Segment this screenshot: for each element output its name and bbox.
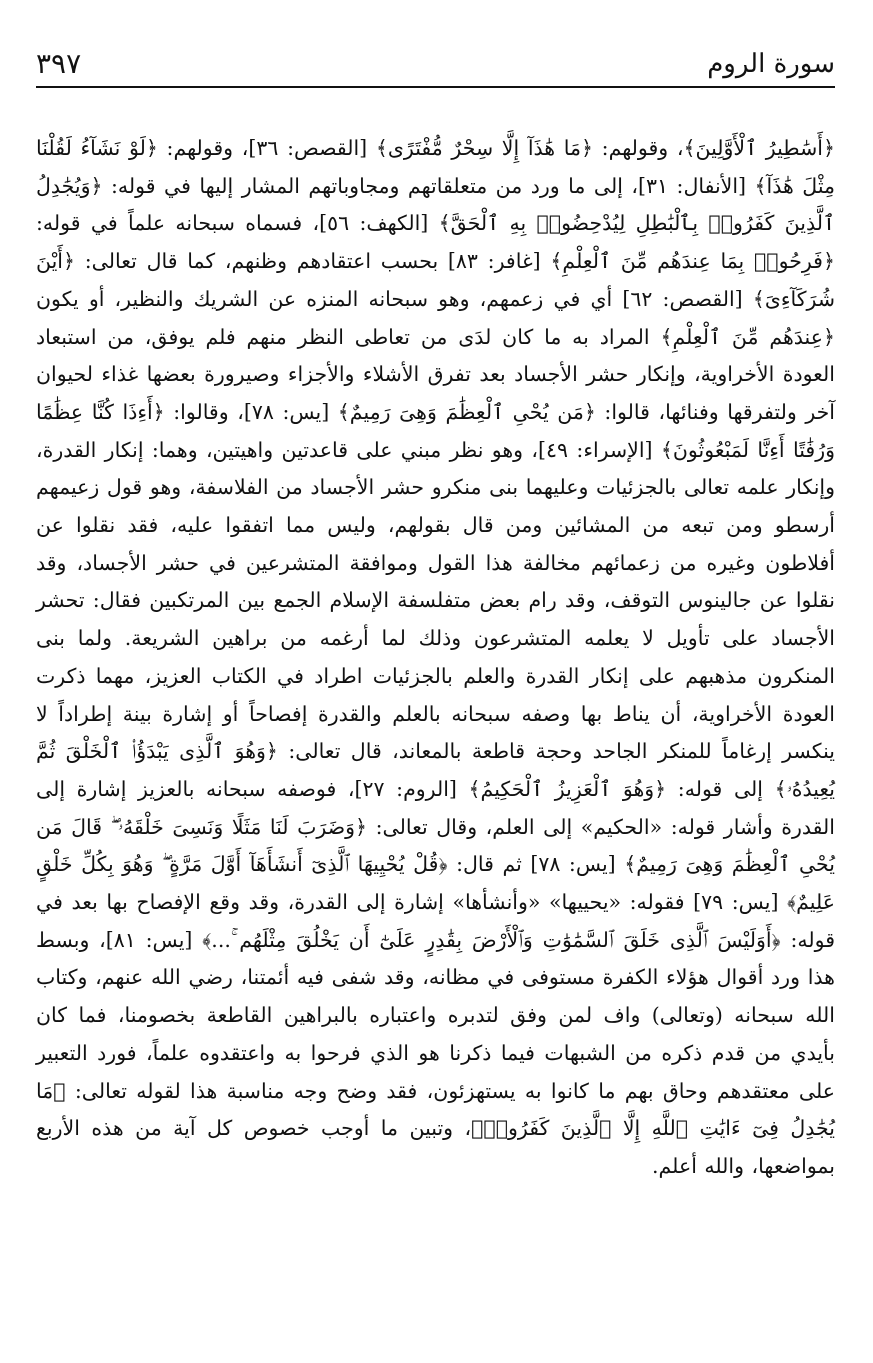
body-paragraph: ﴿أَسَٰطِيرُ ٱلْأَوَّلِينَ﴾، وقولهم: ﴿مَا هَٰذَآ إِلَّا سِحْرٌ مُّفْتَرًى﴾ [القصص: ٣٦]، وقولهم: ﴿لَوْ نَشَآءُ لَقُلْنَا مِثْلَ هَٰذَآ﴾ [الأنفال: ٣١]، إلى ما ورد من متعلقاتهم ومجاوباتهم المشار إليها في قوله: ﴿وَيُجَٰدِلُ ٱلَّذِينَ كَفَرُوا۟ بِٱلْبَٰطِلِ لِيُدْحِضُوا۟ بِهِ ٱلْحَقَّ﴾ [الكهف: ٥٦]، فسماه سبحانه علماً في قوله: ﴿فَرِحُوا۟ بِمَا عِندَهُم مِّنَ ٱلْعِلْمِ﴾ [غافر: ٨٣] بحسب اعتقادهم وظنهم، كما قال تعالى: ﴿أَيْنَ شُرَكَآءِىَ﴾ [القصص: ٦٢] أي في زعمهم، وهو سبحانه المنزه عن الشريك والنظير، أو يكون ﴿عِندَهُم مِّنَ ٱلْعِلْمِ﴾ المراد به ما كان لدَى من تعاطى النظر منهم فلم يوفق، من استبعاد العودة الأخراوية، وإنكار حشر الأجساد بعد تفرق الأشلاء والأجزاء وصيرورة بعضها غذاء لحيوان آخر ولتفرقها وفنائها، قالوا: ﴿مَن يُحْىِ ٱلْعِظَٰمَ وَهِىَ رَمِيمٌ﴾ [يس: ٧٨]، وقالوا: ﴿أَءِذَا كُنَّا عِظَٰمًا وَرُفَٰتًا أَءِنَّا لَمَبْعُوثُونَ﴾ [الإسراء: ٤٩]، وهو نظر مبني على قاعدتين واهيتين، وهما: إنكار القدرة، وإنكار علمه تعالى بالجزئيات وعليهما بنى منكرو حشر الأجساد من الفلاسفة، وهو قول زعيمهم أرسطو ومن تبعه من المشائين ومن قال بقولهم، وليس مما اتفقوا عليه، فقد نقلوا عن أفلاطون وغيره من زعمائهم مخالفة هذا القول وموافقة المتشرعين في حشر الأجساد، وقد نقلوا عن جالينوس التوقف، وقد رام بعض متفلسفة الإسلام الجمع بين المرتكبين فقال: تحشر الأجساد على تأويل لا يعلمه المتشرعون وذلك لما أرغمه من براهين الشريعة. ولما بنى المنكرون مذهبهم على إنكار القدرة والعلم بالجزئيات اطراد في الكتاب العزيز، مهما ذكرت العودة الأخراوية، أن يناط بها وصفه سبحانه بالعلم والقدرة إفصاحاً أو إشارة بينة إطراداً لا ينكسر إرغاماً للمنكر الجاحد وحجة قاطعة بالمعاند، قال تعالى: ﴿وَهُوَ ٱلَّذِى يَبْدَؤُا۟ ٱلْخَلْقَ ثُمَّ يُعِيدُهُۥ﴾ إلى قوله: ﴿وَهُوَ ٱلْعَزِيزُ ٱلْحَكِيمُ﴾ [الروم: ٢٧]، فوصفه سبحانه بالعزيز إشارة إلى القدرة وأشار قوله: «الحكيم» إلى العلم، وقال تعالى: ﴿وَضَرَبَ لَنَا مَثَلًا وَنَسِىَ خَلْقَهُۥ ۖ قَالَ مَن يُحْىِ ٱلْعِظَٰمَ وَهِىَ رَمِيمٌ﴾ [يس: ٧٨] ثم قال: ﴿قُلْ يُحْيِيهَا ٱلَّذِىٓ أَنشَأَهَآ أَوَّلَ مَرَّةٍ ۖ وَهُوَ بِكُلِّ خَلْقٍ عَلِيمٌ﴾ [يس: ٧٩] فقوله: «يحييها» «وأنشأها» إشارة إلى القدرة، وقد وقع الإفصاح بها بعد في قوله: ﴿أَوَلَيْسَ ٱلَّذِى خَلَقَ ٱلسَّمَٰوَٰتِ وَٱلْأَرْضَ بِقَٰدِرٍ عَلَىٰٓ أَن يَخْلُقَ مِثْلَهُم ۚ...﴾ [يس: ٨١]، وبسط هذا ورد أقوال هؤلاء الكفرة مستوفى في مظانه، وقد شفى فيه أئمتنا، رضي الله عنهم، وكتاب الله سبحانه (وتعالى) واف لمن وفق لتدبره واعتباره بالبراهين القاطعة بخصومنا، فما كان بأيدي من قدم ذكره من الشبهات فيما ذكرنا هو الذي فرحوا به واعتقدوه علماً، فورد التعبير على معتقدهم وحاق بهم ما كانوا به يستهزئون، فقد وضح وجه مناسبة هذا لقوله تعالى: ﴿مَا يُجَٰدِلُ فِىٓ ءَايَٰتِ ٱللَّهِ إِلَّا ٱلَّذِينَ كَفَرُوا۟﴾، وتبين ما أوجب خصوص كل آية من هذه الأربع بمواضعها، والله أعلم. [36,136,835,1178]
surah-title: سورة الروم [707,49,835,79]
main-text-block [36,130,835,1186]
page-header [36,44,835,88]
page-number: ٣٩٧ [36,47,82,80]
